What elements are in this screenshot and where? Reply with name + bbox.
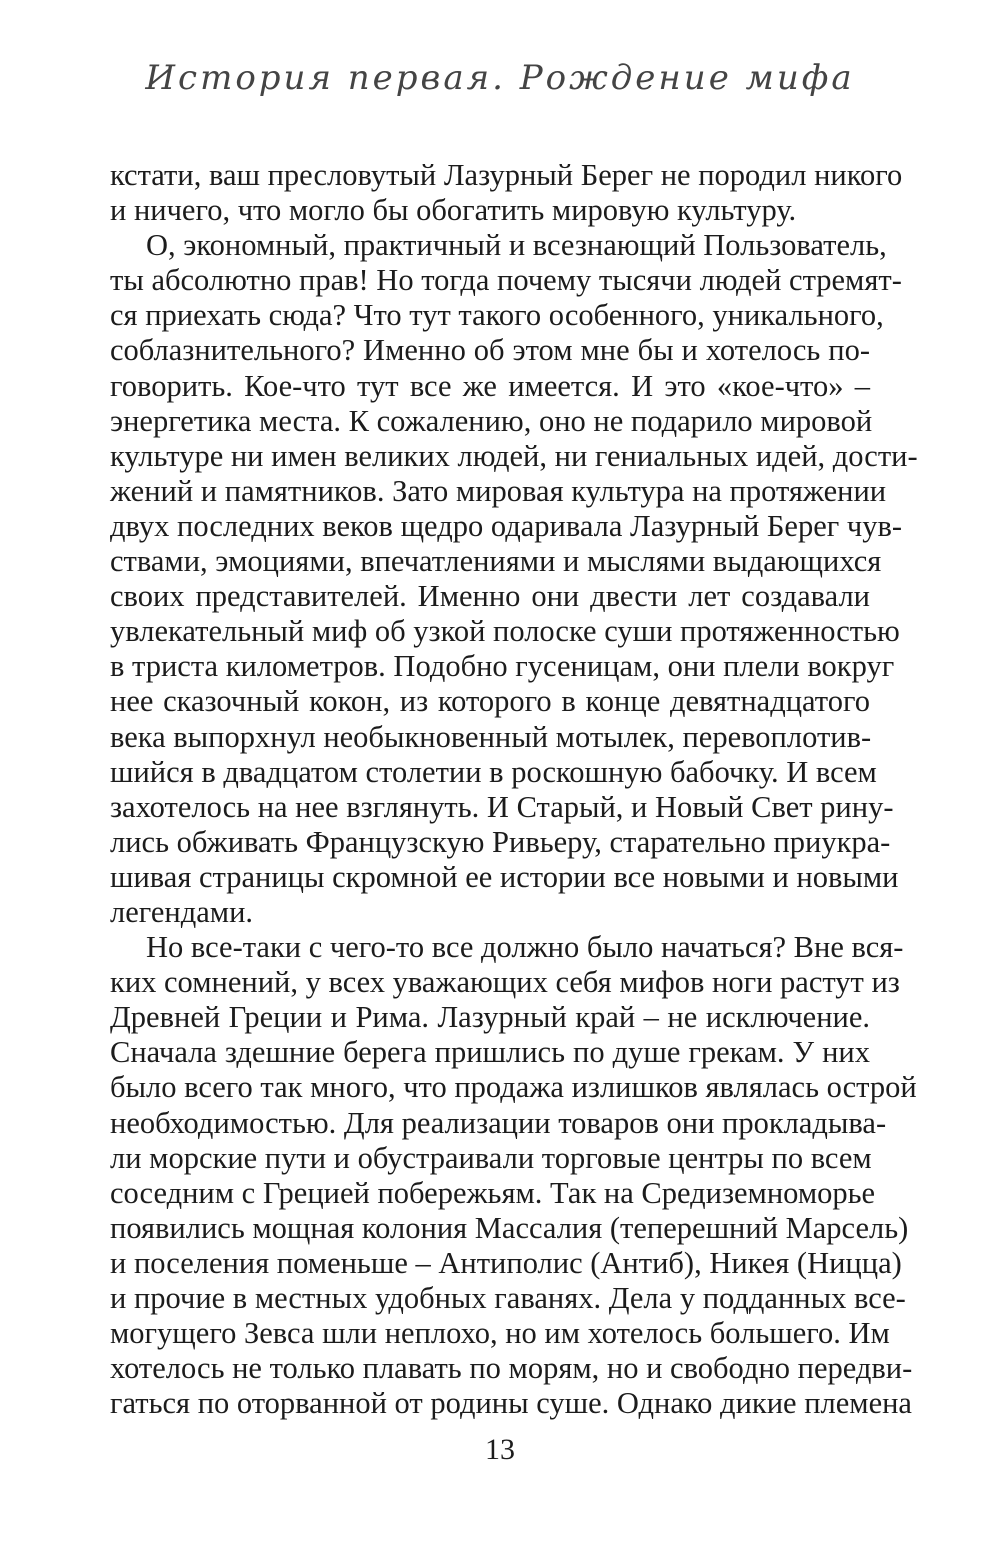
text-line: ты абсолютно прав! Но тогда почему тысячи людей стремят-: [110, 263, 902, 298]
text-line: кстати, ваш пресловутый Лазурный Берег не породил никого: [110, 158, 903, 192]
text-line: и поселения поменьше – Антиполис (Антиб), Никея (Ницца): [110, 1245, 902, 1280]
text-line: хотелось не только плавать по морям, но и свободно передви-: [110, 1351, 913, 1386]
text-line: Но все-таки с чего-то все должно было начаться? Вне вся-: [146, 930, 904, 965]
text-line: необходимостью. Для реализации товаров они прокладыва-: [110, 1105, 887, 1140]
text-line: и прочие в местных удобных гаванях. Дела у подданных все-: [110, 1281, 906, 1315]
text-line: в триста километров. Подобно гусеницам, они плели вокруг: [110, 649, 895, 684]
text-line: ся приехать сюда? Что тут такого особенного, уникального,: [110, 298, 884, 333]
page-number: 13: [485, 1433, 515, 1466]
text-line: увлекательный миф об узкой полоске суши протяженностью: [110, 614, 900, 649]
text-line: было всего так много, что продажа излишков являлась острой: [110, 1070, 917, 1105]
text-line: и ничего, что могло бы обогатить мировую культуру.: [110, 193, 797, 228]
text-line: нее сказочный кокон, из которого в конце девятнадцатого: [110, 684, 870, 719]
text-line: О, экономный, практичный и всезнающий Пользователь,: [146, 228, 887, 263]
text-line: ствами, эмоциями, впечатлениями и мыслями выдающихся: [110, 544, 882, 579]
text-line: шийся в двадцатом столетии в роскошную бабочку. И всем: [110, 754, 877, 789]
text-line: легендами.: [110, 894, 254, 929]
text-line: Сначала здешние берега пришлись по душе грекам. У них: [110, 1035, 870, 1070]
text-line: энергетика места. К сожалению, оно не подарило мировой: [110, 403, 873, 438]
text-line: захотелось на нее взглянуть. И Старый, и Новый Свет рину-: [110, 789, 894, 824]
text-line: своих представителей. Именно они двести лет создавали: [110, 579, 870, 614]
text-line: века выпорхнул необыкновенный мотылек, перевоплотив-: [110, 719, 872, 754]
text-line: появились мощная колония Массалия (теперешний Марсель): [110, 1210, 909, 1245]
text-line: жений и памятников. Зато мировая культура на протяжении: [110, 473, 887, 508]
text-line: Древней Греции и Рима. Лазурный край – не исключение.: [110, 1000, 870, 1035]
text-line: соседним с Грецией побережьям. Так на Средиземноморье: [110, 1175, 876, 1210]
body-text: [110, 158, 918, 1421]
text-line: двух последних веков щедро одаривала Лазурный Берег чув-: [110, 508, 903, 543]
text-line: соблазнительного? Именно об этом мне бы и хотелось по-: [110, 333, 870, 368]
text-line: лись обживать Французскую Ривьеру, старательно приукра-: [110, 824, 891, 859]
running-head: История первая. Рождение мифа: [145, 58, 855, 98]
text-line: говорить. Кое-что тут все же имеется. И это «кое-что» –: [110, 368, 870, 403]
text-line: гаться по оторванной от родины суше. Однако дикие племена: [110, 1386, 912, 1421]
text-line: ли морские пути и обустраивали торговые центры по всем: [110, 1140, 872, 1175]
text-line: шивая страницы скромной ее истории все новыми и новыми: [110, 859, 899, 894]
text-line: могущего Зевса шли неплохо, но им хотелось большего. Им: [110, 1316, 890, 1351]
text-line: культуре ни имен великих людей, ни гениальных идей, дости-: [110, 438, 918, 473]
text-line: ких сомнений, у всех уважающих себя мифов ноги растут из: [110, 965, 900, 1000]
